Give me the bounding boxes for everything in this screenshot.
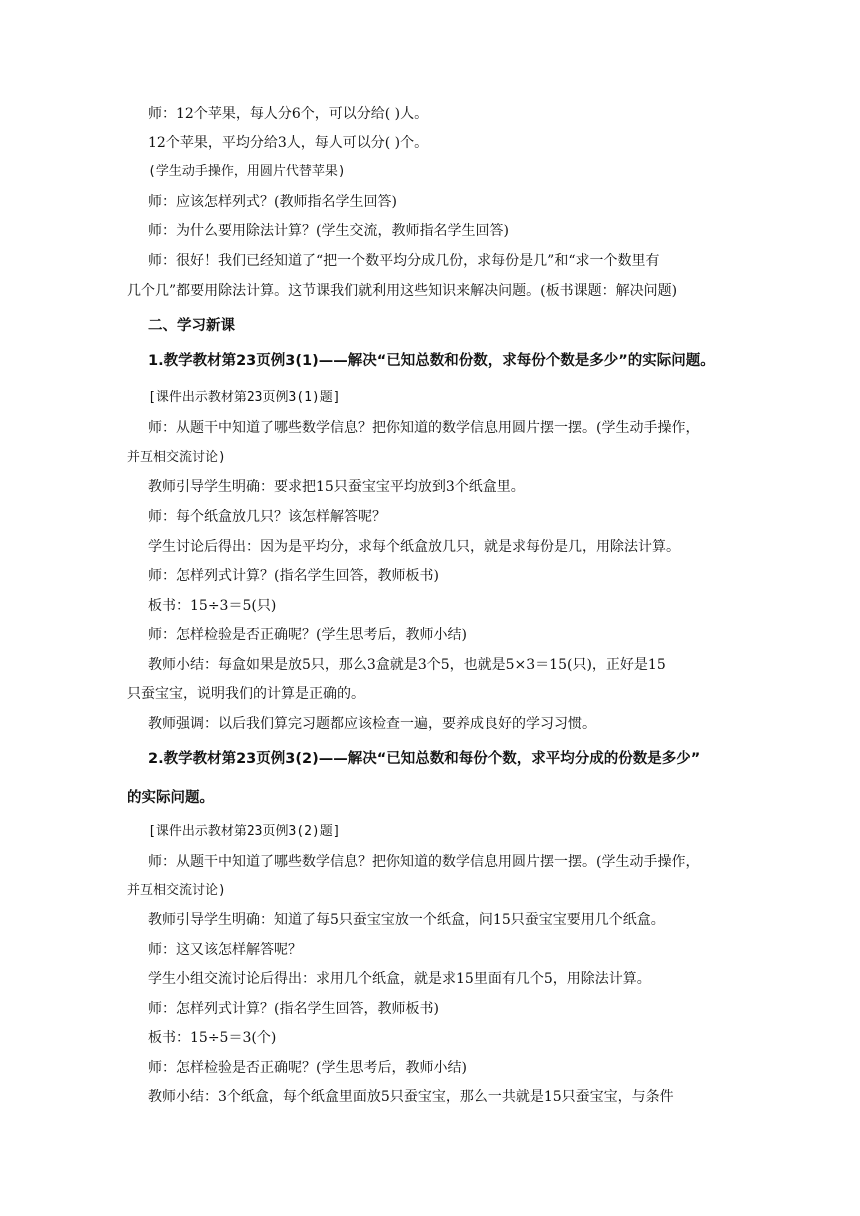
text-line: 并互相交流讨论) xyxy=(127,450,226,465)
text-line: 师：每个纸盒放几只？该怎样解答呢？ xyxy=(148,509,386,525)
text-line: 师：从题干中知道了哪些数学信息？把你知道的数学信息用圆片摆一摆。(学生动手操作， xyxy=(148,420,700,436)
text-line: 师：怎样检验是否正确呢？(学生思考后，教师小结) xyxy=(148,627,467,643)
subsection-heading: 2.教学教材第23页例3(2)——解决“已知总数和每份个数，求平均分成的份数是多少” xyxy=(148,751,701,767)
subsection-heading-cont: 的实际问题。 xyxy=(127,790,214,806)
text-line: 师：怎样检验是否正确呢？(学生思考后，教师小结) xyxy=(148,1060,467,1076)
text-line: 师：怎样列式计算？(指名学生回答，教师板书) xyxy=(148,568,439,584)
text-line: 师：为什么要用除法计算？(学生交流，教师指名学生回答) xyxy=(148,223,509,239)
text-line: (学生动手操作，用圆片代替苹果) xyxy=(148,164,346,179)
text-line: 几个几”都要用除法计算。这节课我们就利用这些知识来解决问题。(板书课题：解决问题) xyxy=(127,283,678,299)
text-line: 师：从题干中知道了哪些数学信息？把你知道的数学信息用圆片摆一摆。(学生动手操作， xyxy=(148,854,700,870)
text-line: 师：12个苹果，每人分6个，可以分给( )人。 xyxy=(148,106,429,122)
text-line: 并互相交流讨论) xyxy=(127,883,226,898)
text-line: 教师强调：以后我们算完习题都应该检查一遍，要养成良好的学习习惯。 xyxy=(148,716,596,732)
text-line: [课件出示教材第23页例3(1)题] xyxy=(148,390,341,405)
text-line: 教师小结：每盒如果是放5只，那么3盒就是3个5，也就是5×3＝15(只)，正好是15 xyxy=(148,657,666,673)
text-line: 板书：15÷3＝5(只) xyxy=(148,598,277,614)
text-line: 师：应该怎样列式？(教师指名学生回答) xyxy=(148,194,397,210)
subsection-heading: 1.教学教材第23页例3(1)——解决“已知总数和份数，求每份个数是多少”的实际问题。 xyxy=(148,353,715,369)
text-line: 板书：15÷5＝3(个) xyxy=(148,1030,277,1046)
text-line: 师：这又该怎样解答呢？ xyxy=(148,942,302,958)
text-line: 只蚕宝宝，说明我们的计算是正确的。 xyxy=(127,686,365,702)
text-line: 师：怎样列式计算？(指名学生回答，教师板书) xyxy=(148,1001,439,1017)
text-line: [课件出示教材第23页例3(2)题] xyxy=(148,824,341,839)
text-line: 师：很好！我们已经知道了“把一个数平均分成几份，求每份是几”和“求一个数里有 xyxy=(148,253,660,269)
text-line: 12个苹果，平均分给3人，每人可以分( )个。 xyxy=(148,135,429,151)
text-line: 教师引导学生明确：知道了每5只蚕宝宝放一个纸盒，问15只蚕宝宝要用几个纸盒。 xyxy=(148,912,665,928)
text-line: 教师小结：3个纸盒，每个纸盒里面放5只蚕宝宝，那么一共就是15只蚕宝宝，与条件 xyxy=(148,1089,674,1105)
text-line: 学生讨论后得出：因为是平均分，求每个纸盒放几只，就是求每份是几，用除法计算。 xyxy=(148,539,680,555)
section-heading: 二、学习新课 xyxy=(148,318,235,334)
text-line: 学生小组交流讨论后得出：求用几个纸盒，就是求15里面有几个5，用除法计算。 xyxy=(148,971,651,987)
text-line: 教师引导学生明确：要求把15只蚕宝宝平均放到3个纸盒里。 xyxy=(148,479,525,495)
